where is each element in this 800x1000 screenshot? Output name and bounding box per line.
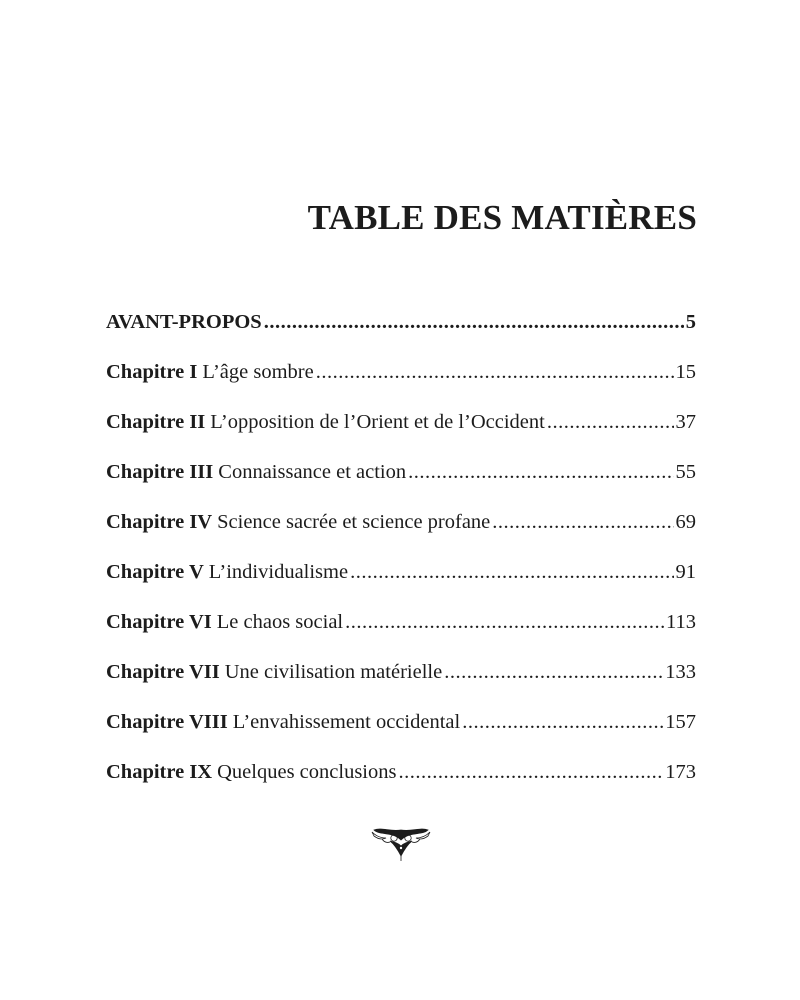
- dot-leader: [462, 705, 663, 739]
- toc-entry-page: 55: [675, 461, 696, 483]
- dot-leader: [350, 555, 673, 589]
- fleuron-ornament-icon: [370, 826, 432, 862]
- dot-leader: [547, 405, 674, 439]
- toc-entry-chapter: Chapitre VII: [106, 661, 220, 683]
- toc-entry-page: 69: [675, 511, 696, 533]
- toc-entry-title: L’âge sombre: [202, 361, 314, 383]
- toc-entry-page: 157: [665, 711, 696, 733]
- toc-entry-title: Quelques conclusions: [217, 761, 397, 783]
- toc-entry-chapitre-2: [106, 405, 696, 455]
- toc-entry-chapter: Chapitre IX: [106, 761, 213, 783]
- toc-entry-chapitre-9: [106, 755, 696, 805]
- toc-entry-title: L’individualisme: [208, 561, 349, 583]
- toc-entry-page: 133: [665, 661, 696, 683]
- toc-entry-title: L’envahissement occidental: [232, 711, 461, 733]
- toc-entry-page: 173: [665, 761, 696, 783]
- toc-entry-chapitre-3: [106, 455, 696, 505]
- toc-entry-title: Une civilisation matérielle: [224, 661, 443, 683]
- toc-entry-title: Connaissance et action: [218, 461, 407, 483]
- toc-entry-page: 5: [685, 311, 696, 333]
- toc-entry-title: AVANT-PROPOS: [106, 311, 262, 333]
- toc-entry-page: 113: [666, 611, 696, 633]
- dot-leader: [398, 755, 663, 789]
- toc-entry-chapitre-6: [106, 605, 696, 655]
- page-title: TABLE DES MATIÈRES: [307, 198, 697, 237]
- table-of-contents: [106, 305, 696, 805]
- dot-leader: [264, 305, 684, 339]
- toc-entry-chapter: Chapitre I: [106, 361, 198, 383]
- toc-entry-chapitre-1: [106, 355, 696, 405]
- toc-entry-chapter: Chapitre IV: [106, 511, 213, 533]
- toc-entry-chapitre-4: [106, 505, 696, 555]
- dot-leader: [492, 505, 673, 539]
- toc-entry-chapter: Chapitre II: [106, 411, 206, 433]
- dot-leader: [345, 605, 664, 639]
- toc-entry-title: L’opposition de l’Orient et de l’Occident: [210, 411, 545, 433]
- toc-entry-page: 91: [675, 561, 696, 583]
- toc-entry-page: 15: [675, 361, 696, 383]
- toc-entry-title: Science sacrée et science profane: [217, 511, 491, 533]
- toc-entry-chapter: Chapitre V: [106, 561, 204, 583]
- dot-leader: [444, 655, 663, 689]
- toc-entry-avant-propos: [106, 305, 696, 355]
- toc-entry-page: 37: [675, 411, 696, 433]
- toc-entry-chapitre-8: [106, 705, 696, 755]
- dot-leader: [316, 355, 674, 389]
- toc-entry-chapter: Chapitre VI: [106, 611, 212, 633]
- toc-entry-chapter: Chapitre III: [106, 461, 214, 483]
- toc-entry-chapitre-7: [106, 655, 696, 705]
- toc-entry-chapter: Chapitre VIII: [106, 711, 228, 733]
- toc-entry-title: Le chaos social: [216, 611, 344, 633]
- dot-leader: [408, 455, 673, 489]
- toc-entry-chapitre-5: [106, 555, 696, 605]
